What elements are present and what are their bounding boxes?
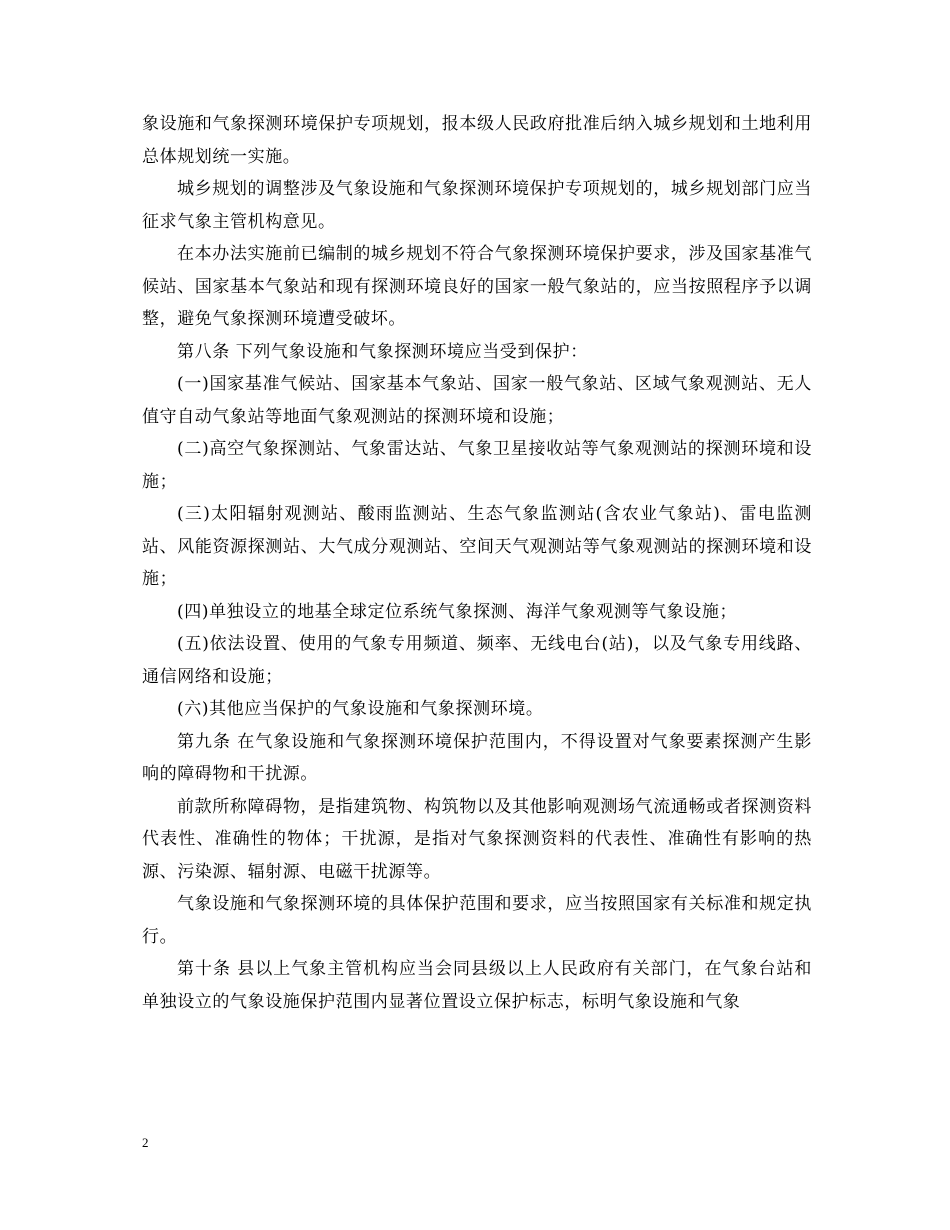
paragraph: 前款所称障碍物，是指建筑物、构筑物以及其他影响观测场气流通畅或者探测资料代表性、准确性的物体；干扰源，是指对气象探测资料的代表性、准确性有影响的热源、污染源、辐射源、电磁干扰源等。 xyxy=(142,796,812,882)
article-heading-paragraph: 第八条 下列气象设施和气象探测环境应当受到保护： xyxy=(177,341,588,362)
paragraph: 气象设施和气象探测环境的具体保护范围和要求，应当按照国家有关标准和规定执行。 xyxy=(142,894,812,947)
paragraph: 象设施和气象探测环境保护专项规划，报本级人民政府批准后纳入城乡规划和土地利用总体规划统一实施。 xyxy=(142,114,812,167)
article-paragraph: 第九条 在气象设施和气象探测环境保护范围内，不得设置对气象要素探测产生影响的障碍物和干扰源。 xyxy=(142,731,812,784)
article-paragraph: 第十条 县以上气象主管机构应当会同县级以上人民政府有关部门，在气象台站和单独设立的气象设施保护范围内显著位置设立保护标志，标明气象设施和气象 xyxy=(142,959,812,1012)
list-item-paragraph: (六)其他应当保护的气象设施和气象探测环境。 xyxy=(177,699,544,719)
list-item-paragraph: (二)高空气象探测站、气象雷达站、气象卫星接收站等气象观测站的探测环境和设施； xyxy=(142,439,812,492)
document-body xyxy=(142,108,812,1018)
list-item-paragraph: (一)国家基准气候站、国家基本气象站、国家一般气象站、区域气象观测站、无人值守自动气象站等地面气象观测站的探测环境和设施； xyxy=(142,374,812,427)
list-item-paragraph: (三)太阳辐射观测站、酸雨监测站、生态气象监测站(含农业气象站)、雷电监测站、风能资源探测站、大气成分观测站、空间天气观测站等气象观测站的探测环境和设施； xyxy=(142,504,812,589)
paragraph: 城乡规划的调整涉及气象设施和气象探测环境保护专项规划的，城乡规划部门应当征求气象主管机构意见。 xyxy=(142,179,812,232)
paragraph: 在本办法实施前已编制的城乡规划不符合气象探测环境保护要求，涉及国家基准气候站、国家基本气象站和现有探测环境良好的国家一般气象站的，应当按照程序予以调整，避免气象探测环境遭受破坏。 xyxy=(142,244,812,329)
list-item-paragraph: (四)单独设立的地基全球定位系统气象探测、海洋气象观测等气象设施； xyxy=(177,601,738,622)
page-number: 2 xyxy=(142,1135,149,1150)
list-item-paragraph: (五)依法设置、使用的气象专用频道、频率、无线电台(站)，以及气象专用线路、通信网络和设施； xyxy=(142,634,812,687)
